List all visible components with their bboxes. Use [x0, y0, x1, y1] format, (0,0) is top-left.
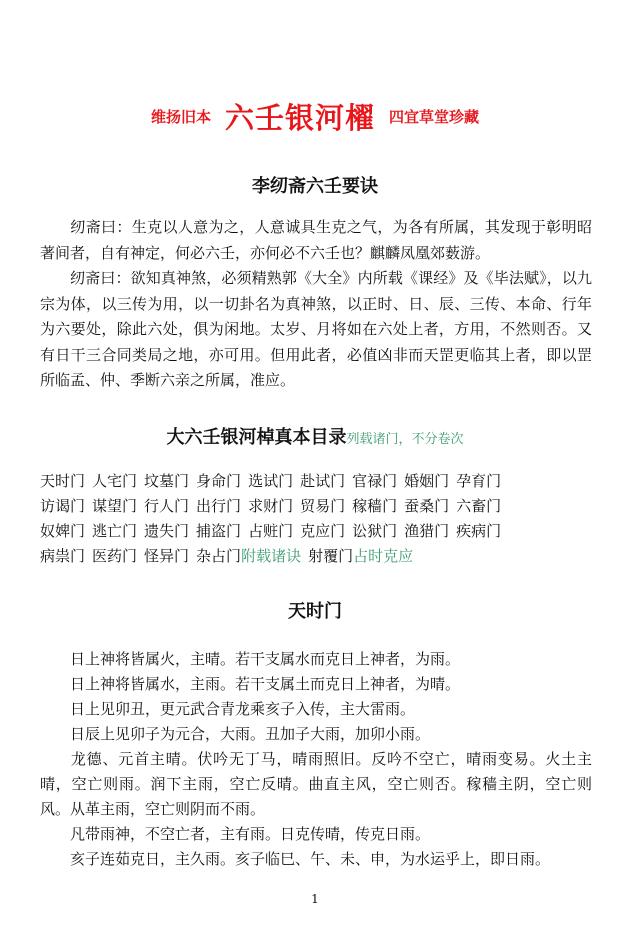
text-line: 亥子连茹克日，主久雨。亥子临巳、午、未、申，为水运乎上，即日雨。	[70, 850, 551, 868]
paragraph-2: 纫斋曰：欲知真神煞，必须精熟郭《大全》内所载《课经》及《毕法赋》，以九宗为体，以三传为用，以一切卦名为真神煞，以正时、日、辰、三传、本命、行年为六要处，除此六处，俱为闲地。太岁、月将如在六处上者，方用，不然则否。又有日干三合同类局之地，亦可用。但用此者，必值凶非而天罡更临其上者，即以罡所临孟、仲、季断六亲之所属，准应。	[40, 269, 592, 389]
text-line: 凡带雨神，不空亡者，主有雨。日克传晴，传克日雨。	[70, 825, 431, 843]
header-left-text: 维扬旧本	[150, 108, 211, 126]
text-line: 日上神将皆属水，主雨。若干支属土而克日上神者，为晴。	[70, 675, 461, 693]
toc-item[interactable]: 讼狱门	[352, 522, 398, 540]
toc-title	[0, 423, 630, 449]
toc-item[interactable]: 官禄门	[352, 472, 398, 490]
page-header	[0, 96, 630, 137]
toc-row	[40, 519, 508, 544]
toc-item[interactable]: 占赃门	[248, 522, 294, 540]
toc-item[interactable]: 贸易门	[300, 497, 346, 515]
toc-item[interactable]: 逃亡门	[92, 522, 138, 540]
toc-row	[40, 469, 508, 494]
paragraph-3: 龙德、元首主晴。伏吟无丁马，晴雨照旧。反吟不空亡，晴雨变易。火土主晴，空亡则雨。润下主雨，空亡反晴。曲直主风，空亡则否。稼穑主阴，空亡则风。从革主雨，空亡则阴而不雨。	[40, 750, 592, 818]
toc-item-note: 占时克应	[353, 547, 414, 565]
toc-item[interactable]: 克应门	[300, 522, 346, 540]
toc-item[interactable]: 人宅门	[92, 472, 138, 490]
section-title-tianshi: 天时门	[288, 601, 342, 622]
toc-item[interactable]: 孕育门	[456, 472, 502, 490]
toc-item[interactable]: 射覆门	[308, 547, 354, 565]
toc-item[interactable]: 遗失门	[144, 522, 190, 540]
toc-item[interactable]: 婚姻门	[404, 472, 450, 490]
toc-item[interactable]: 疾病门	[456, 522, 502, 540]
text-line: 日上神将皆属火，主晴。若干支属水而克日上神者，为雨。	[70, 650, 461, 668]
toc-row	[40, 494, 508, 519]
toc-item[interactable]: 出行门	[196, 497, 242, 515]
toc-item[interactable]: 身命门	[196, 472, 242, 490]
toc-item[interactable]: 行人门	[144, 497, 190, 515]
toc-item[interactable]: 天时门	[40, 472, 86, 490]
toc-item[interactable]: 奴婢门	[40, 522, 86, 540]
toc-item[interactable]: 访谒门	[40, 497, 86, 515]
toc-item[interactable]: 谋望门	[92, 497, 138, 515]
section-title-yaojue: 李纫斋六壬要诀	[252, 176, 378, 197]
toc-item[interactable]: 捕盗门	[196, 522, 242, 540]
toc-title-text: 大六壬银河棹真本目录	[166, 427, 347, 448]
toc-title-note: 列载诸门，不分卷次	[346, 432, 464, 447]
toc-item[interactable]: 稼穑门	[352, 497, 398, 515]
toc-item[interactable]: 怪异门	[144, 547, 190, 565]
toc-item[interactable]: 蚕桑门	[404, 497, 450, 515]
header-right-text: 四宜草堂珍藏	[389, 108, 480, 126]
toc-item[interactable]: 坟墓门	[144, 472, 190, 490]
toc-row	[40, 544, 413, 569]
toc-item[interactable]: 医药门	[92, 547, 138, 565]
toc-item[interactable]: 渔猎门	[404, 522, 450, 540]
toc-item[interactable]: 求财门	[248, 497, 294, 515]
page-number: 1	[311, 892, 319, 906]
toc-item[interactable]: 选试门	[248, 472, 294, 490]
book-title: 六壬银河櫂	[224, 101, 375, 135]
text-line: 日上见卯丑，更元武合青龙乘亥子入传，主大雷雨。	[70, 700, 416, 718]
text-line: 日辰上见卯子为元合，大雨。丑加子大雨，加卯小雨。	[70, 725, 431, 743]
toc-item[interactable]: 病祟门	[40, 547, 86, 565]
toc-item-note: 附载诸诀	[241, 547, 302, 565]
toc-item[interactable]: 赴试门	[300, 472, 346, 490]
paragraph-1: 纫斋曰：生克以人意为之，人意诚具生克之气，为各有所属，其发现于彰明昭著间者，自有神定，何必六壬，亦何必不六壬也？麒麟凤凰郊薮游。	[40, 218, 592, 262]
toc-item[interactable]: 杂占门	[196, 547, 242, 565]
toc-item[interactable]: 六畜门	[456, 497, 502, 515]
